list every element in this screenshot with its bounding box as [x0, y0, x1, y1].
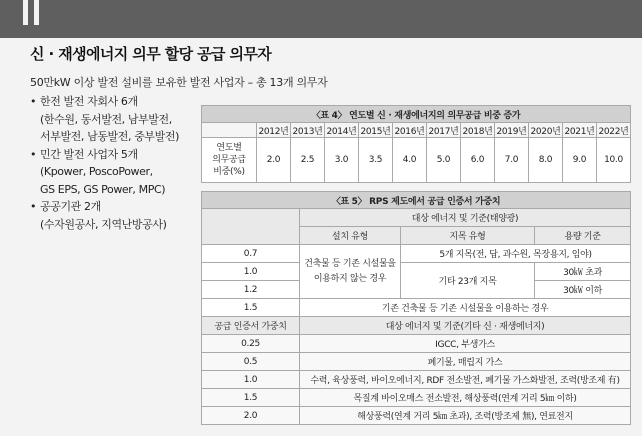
page-title: 신 · 재생에너지 의무 할당 공급 의무자 [30, 45, 272, 63]
column-header: 지목 유형 [401, 227, 535, 245]
table-corner-cell [202, 123, 257, 138]
year-header: 2017년 [427, 123, 461, 138]
year-header: 2020년 [529, 123, 563, 138]
target-energy-cell: 폐기물, 매립지 가스 [300, 353, 631, 371]
target-energy-cell: 수력, 육상풍력, 바이오에너지, RDF 전소발전, 폐기물 가스화발전, 조력(방조제 有) [300, 371, 631, 389]
obligor-item-detail: GS EPS, GS Power, MPC) [40, 182, 166, 196]
ratio-value: 5.0 [427, 138, 461, 183]
header-band [0, 0, 642, 38]
obligor-item-label: • 민간 발전 사업자 5개 [32, 146, 204, 164]
install-type-line: 건축물 등 기존 시설물을 [304, 258, 396, 269]
row-header-line: 연도별 [216, 143, 242, 153]
ratio-value: 2.5 [291, 138, 325, 183]
column-header: 공급 인증서 가중치 [202, 317, 300, 335]
land-type-cell: 기타 23개 지목 [401, 263, 535, 299]
weight-cell: 0.5 [202, 353, 300, 371]
capacity-cell: 30㎾ 초과 [535, 263, 631, 281]
row-header-line: 의무공급 [212, 155, 246, 165]
obligor-item-detail: (한수원, 동서발전, 남부발전, [40, 112, 172, 126]
year-header: 2021년 [563, 123, 597, 138]
target-energy-cell: 해상풍력(연계 거리 5㎞ 초과), 조력(방조제 無), 연료전지 [300, 407, 631, 425]
weight-cell: 0.25 [202, 335, 300, 353]
install-type-cell [300, 245, 401, 299]
weight-cell: 2.0 [202, 407, 300, 425]
land-type-cell: 5개 지목(전, 답, 과수원, 목장용지, 임야) [401, 245, 631, 263]
obligor-list [32, 93, 204, 233]
ratio-value: 4.0 [393, 138, 427, 183]
ratio-value: 3.0 [325, 138, 359, 183]
ratio-value: 7.0 [495, 138, 529, 183]
install-type-cell: 기존 건축물 등 기존 시설물을 이용하는 경우 [300, 299, 631, 317]
year-header: 2013년 [291, 123, 325, 138]
year-header: 2018년 [461, 123, 495, 138]
row-header-line: 비중(%) [213, 167, 245, 177]
ratio-value: 3.5 [359, 138, 393, 183]
year-header: 2012년 [257, 123, 291, 138]
year-header: 2022년 [597, 123, 631, 138]
ratio-value: 10.0 [597, 138, 631, 183]
column-header: 설치 유형 [300, 227, 401, 245]
weight-cell: 1.5 [202, 299, 300, 317]
obligor-item-label: • 공공기관 2개 [32, 198, 204, 216]
weight-cell: 1.5 [202, 389, 300, 407]
ratio-value: 9.0 [563, 138, 597, 183]
column-group-header: 대상 에너지 및 기준(태양광) [300, 209, 631, 227]
header-accent-bar [23, 0, 28, 25]
weight-cell: 1.2 [202, 281, 300, 299]
year-header: 2016년 [393, 123, 427, 138]
target-energy-cell: IGCC, 부생가스 [300, 335, 631, 353]
rec-weight-table [201, 191, 631, 425]
year-header: 2014년 [325, 123, 359, 138]
table-caption: 〈표 4〉 연도별 신 · 재생에너지의 의무공급 비중 증가 [202, 106, 631, 123]
table-caption: 〈표 5〉 RPS 제도에서 공급 인증서 가중치 [202, 192, 631, 209]
column-header: 대상 에너지 및 기준(기타 신 · 재생에너지) [300, 317, 631, 335]
row-header [202, 138, 257, 183]
obligor-item-detail: (Kpower, PoscoPower, [40, 165, 153, 178]
obligor-item-detail: (수자원공사, 지역난방공사) [40, 217, 167, 231]
column-header: 용량 기준 [535, 227, 631, 245]
weight-cell: 0.7 [202, 245, 300, 263]
weight-cell: 1.0 [202, 371, 300, 389]
obligor-item-label: • 한전 발전 자회사 6개 [32, 93, 204, 111]
ratio-value: 8.0 [529, 138, 563, 183]
install-type-line: 이용하지 않는 경우 [313, 273, 387, 284]
year-header: 2019년 [495, 123, 529, 138]
capacity-cell: 30㎾ 이하 [535, 281, 631, 299]
year-header: 2015년 [359, 123, 393, 138]
target-energy-cell: 목질계 바이오매스 전소발전, 해상풍력(연계 거리 5㎞ 이하) [300, 389, 631, 407]
page-subtitle: 50만kW 이상 발전 설비를 보유한 발전 사업자 – 총 13개 의무자 [30, 76, 328, 89]
obligor-item-detail: 서부발전, 남동발전, 중부발전) [40, 130, 179, 143]
ratio-value: 6.0 [461, 138, 495, 183]
table-corner-cell [202, 209, 300, 245]
header-accent-bar [34, 0, 39, 25]
ratio-value: 2.0 [257, 138, 291, 183]
obligation-ratio-table [201, 105, 631, 183]
weight-cell: 1.0 [202, 263, 300, 281]
